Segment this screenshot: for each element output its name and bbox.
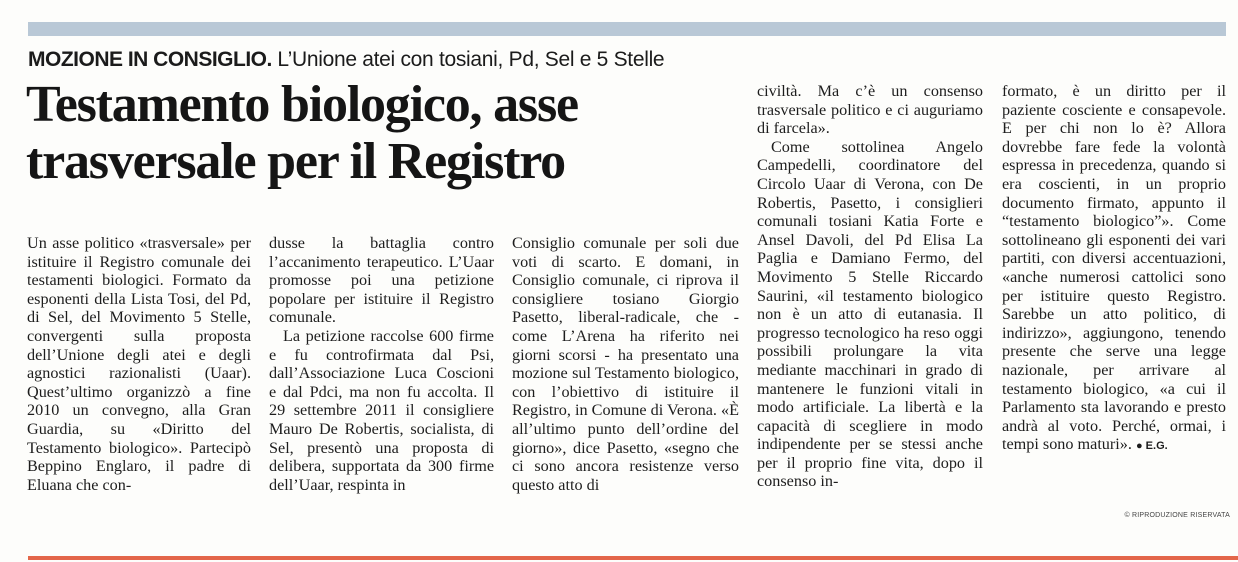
top-color-band	[28, 22, 1226, 36]
paragraph: Come sottolinea Angelo Campedelli, coordinatore del Circolo Uaar di Verona, con De Robertis, Pasetto, i consiglieri comunali tosiani Katia Forte e Ansel Davoli, del Pd Elisa La Paglia e Damiano Fermo, del Movimento 5 Stelle Riccardo Saurini, «il testamento biologico non è un atto di eutanasia. Il progresso tecnologico ha reso oggi possibili prolungare la vita mediante macchinari in grado di mantenere le funzioni vitali in modo artificiale. La libertà e la capacità di scegliere in modo indipendente per se stessi anche per il proprio fine vita, dopo il consenso in-	[757, 137, 983, 491]
article-column-1	[27, 234, 251, 494]
paragraph: Un asse politico «trasversale» per istituire il Registro comunale dei testamenti biologici. Formato da esponenti della Lista Tosi, del Pd, di Sel, del Movimento 5 Stelle, convergenti sulla proposta dell’Unione degli atei e degli agnostici razionalisti (Uaar). Quest’ultimo organizzò a fine 2010 un convegno, alla Gran Guardia, su «Diritto del Testamento biologico». Partecipò Beppino Englaro, il padre di Eluana che con-	[27, 234, 251, 494]
paragraph: Consiglio comunale per soli due voti di scarto. E domani, in Consiglio comunale, ci riprova il consigliere tosiano Giorgio Pasetto, liberal-radicale, che - come L’Arena ha riferito nei giorni scorsi - ha presentato una mozione sul Testamento biologico, con l’obiettivo di istituire il Registro, in Comune di Verona. «È all’ultimo punto dell’ordine del giorno», dice Pasetto, «segno che ci sono ancora resistenze verso questo atto di	[512, 234, 739, 494]
section-kicker	[28, 46, 928, 74]
bottom-color-rule	[28, 556, 1238, 560]
article-column-2	[269, 234, 494, 494]
article-column-4	[757, 82, 983, 491]
article-column-5	[1002, 82, 1226, 456]
author-signature: ● E.G.	[1135, 440, 1168, 453]
paragraph: civiltà. Ma c’è un consenso trasversale politico e ci auguriamo di farcela».	[757, 82, 983, 138]
copyright-notice: © RIPRODUZIONE RISERVATA	[1124, 512, 1230, 519]
section-label: MOZIONE IN CONSIGLIO.	[28, 48, 272, 71]
paragraph: dusse la battaglia contro l’accanimento terapeutico. L’Uaar promosse poi una petizione popolare per istituire il Registro comunale.	[269, 234, 494, 327]
article-column-3	[512, 234, 739, 494]
paragraph: La petizione raccolse 600 firme e fu controfirmata dal Psi, dall’Associazione Luca Coscioni e dal Pdci, ma non fu accolta. Il 29 settembre 2011 il consigliere Mauro De Robertis, socialista, di Sel, presentò una proposta di delibera, supportata da 300 firme dell’Uaar, respinta in	[269, 326, 494, 494]
section-subtitle: L’Unione atei con tosiani, Pd, Sel e 5 Stelle	[277, 48, 665, 71]
paragraph	[1002, 82, 1226, 456]
headline: Testamento biologico, asse trasversale per il Registro	[26, 76, 578, 190]
paragraph-text: formato, è un diritto per il paziente cosciente e consapevole. E per chi non lo è? Allora dovrebbe fare fede la volontà espressa in precedenza, quando si era coscienti, in un proprio documento firmato, appunto il “testamento biologico”». Come sottolineano gli esponenti dei vari partiti, con diversi accentuazioni, «anche numerosi cattolici sono per istituire questo Registro. Sarebbe un atto politico, di indirizzo», aggiungono, tenendo presente che serve una legge nazionale, per arrivare al testamento biologico, «a cui il Parlamento sta lavorando e presto andrà al voto. Perché, ormai, i tempi sono maturi».	[1002, 82, 1226, 454]
